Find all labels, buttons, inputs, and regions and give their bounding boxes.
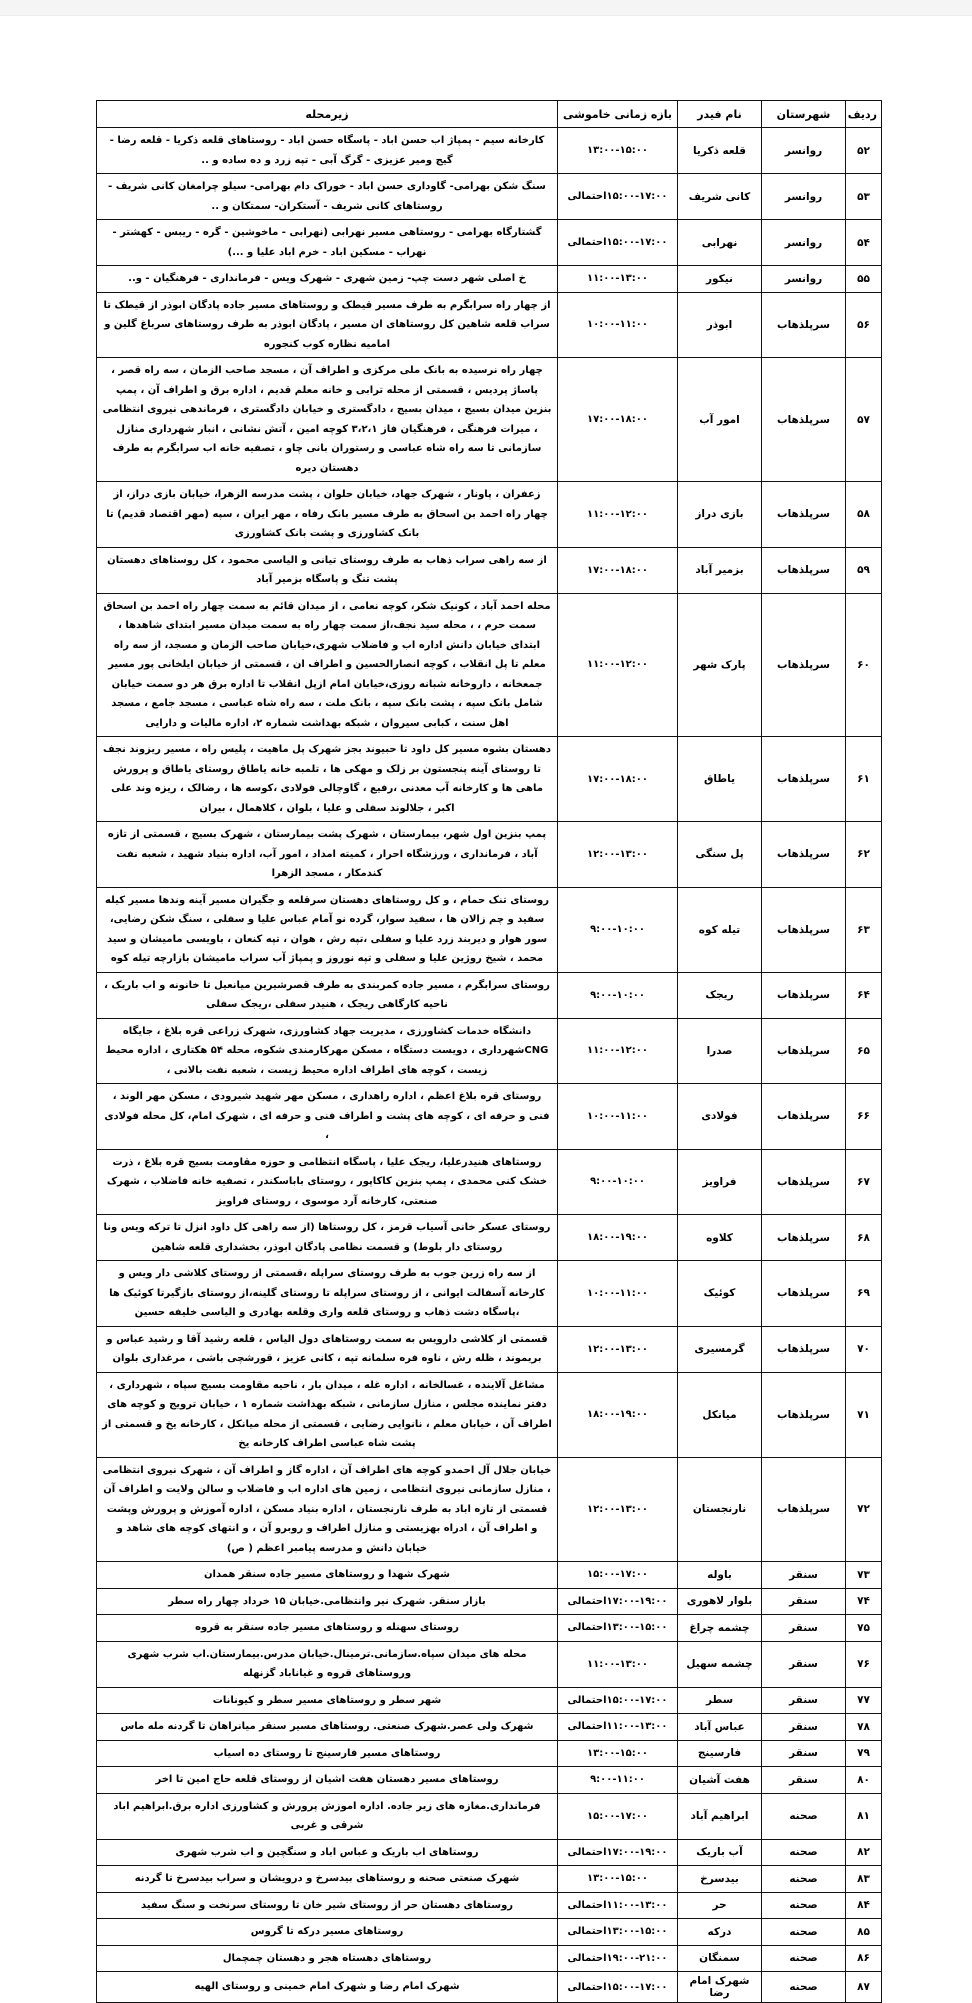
- cell-outage-time: ۱۸:۰۰-۱۹:۰۰: [558, 1215, 678, 1261]
- cell-subarea: قسمتی از کلاشی دارویس به سمت روستاهای دول الیاس ، قلعه رشید آقا و رشید عباس و بریموند ، ظله رش ، ناوه فره سلمانه تپه ، کانی عزیز ، قورشچی باشی ، مرغداری بلوان: [97, 1326, 558, 1372]
- cell-feeder: نارنجستان: [678, 1457, 762, 1562]
- table-row: [97, 1372, 882, 1457]
- cell-subarea: روستاهای هنیدرعلیا، ریجک علیا ، پاسگاه انتظامی و حوزه مقاومت بسیج قره بلاغ ، ذرت خشک کنی محمدی ، پمپ بنزین کاکاپور ، روستای باباسکندر ، تصفیه خانه فاضلاب ، شهرک صنعتی، کارخانه آرد موسوی ، روستای فراویز: [97, 1149, 558, 1215]
- cell-row-number: ۶۱: [846, 737, 882, 822]
- cell-row-number: ۶۹: [846, 1261, 882, 1327]
- cell-outage-time: ۹:۰۰-۱۱:۰۰: [558, 1767, 678, 1794]
- cell-row-number: ۷۳: [846, 1562, 882, 1589]
- cell-county: سرپلذهاب: [762, 1149, 846, 1215]
- cell-county: صحنه: [762, 1866, 846, 1893]
- cell-subarea: روستاهای دهستان حر از روستای شیر خان تا روستای سرنخت و سنگ سفید: [97, 1892, 558, 1919]
- cell-county: سنقر: [762, 1641, 846, 1687]
- cell-county: صحنه: [762, 1892, 846, 1919]
- cell-outage-time: ۱۷:۰۰-۱۹:۰۰احتمالی: [558, 1839, 678, 1866]
- cell-row-number: ۵۶: [846, 292, 882, 358]
- cell-county: صحنه: [762, 1919, 846, 1946]
- cell-outage-time: ۱۳:۰۰-۱۵:۰۰: [558, 128, 678, 174]
- cell-row-number: ۷۹: [846, 1740, 882, 1767]
- table-row: [97, 1945, 882, 1972]
- cell-outage-time: ۱۳:۰۰-۱۵:۰۰احتمالی: [558, 1919, 678, 1946]
- cell-feeder: یاطاق: [678, 737, 762, 822]
- cell-outage-time: ۱۵:۰۰-۱۷:۰۰: [558, 1562, 678, 1589]
- cell-row-number: ۷۷: [846, 1687, 882, 1714]
- cell-county: سرپلذهاب: [762, 1261, 846, 1327]
- cell-outage-time: ۱۲:۰۰-۱۳:۰۰: [558, 1326, 678, 1372]
- cell-feeder: بزمیر آباد: [678, 547, 762, 593]
- cell-feeder: کلاوه: [678, 1215, 762, 1261]
- cell-row-number: ۵۹: [846, 547, 882, 593]
- cell-feeder: کوئیک: [678, 1261, 762, 1327]
- cell-feeder: سطر: [678, 1687, 762, 1714]
- table-row: [97, 1714, 882, 1741]
- cell-outage-time: ۱۳:۰۰-۱۵:۰۰: [558, 1866, 678, 1893]
- cell-row-number: ۸۰: [846, 1767, 882, 1794]
- cell-feeder: فولادی: [678, 1084, 762, 1150]
- cell-feeder: بلوار لاهوری: [678, 1588, 762, 1615]
- cell-outage-time: ۱۵:۰۰-۱۷:۰۰احتمالی: [558, 1687, 678, 1714]
- cell-outage-time: ۱۵:۰۰-۱۷:۰۰احتمالی: [558, 174, 678, 220]
- cell-feeder: نیکور: [678, 266, 762, 293]
- cell-subarea: روستاهای مسیر دهستان هفت اشیان از روستای قلعه حاج امین تا اخر: [97, 1767, 558, 1794]
- cell-outage-time: ۱۱:۰۰-۱۳:۰۰: [558, 266, 678, 293]
- cell-feeder: هفت آشیان: [678, 1767, 762, 1794]
- cell-subarea: روستای قره بلاغ اعظم ، اداره راهداری ، مسکن مهر شهید شیرودی ، مسکن مهر الوند ، فنی و حرفه ای ، کوچه های پشت و اطراف فنی و حرفه ای ، شهرک امام، کل محله فولادی ،: [97, 1084, 558, 1150]
- table-row: [97, 1084, 882, 1150]
- cell-county: صحنه: [762, 1839, 846, 1866]
- cell-outage-time: ۱۱:۰۰-۱۳:۰۰احتمالی: [558, 1892, 678, 1919]
- cell-outage-time: ۱۱:۰۰-۱۳:۰۰احتمالی: [558, 1714, 678, 1741]
- table-row: [97, 1615, 882, 1642]
- table-row: [97, 266, 882, 293]
- cell-subarea: چهار راه نرسیده به بانک ملی مرکزی و اطراف آن ، مسجد صاحب الزمان ، سه راه قصر ، پاساژ پردیس ، قسمتی از محله ترابی و خانه معلم قدیم ، اداره برق و اطراف آن ، پمپ بنزین میدان بسیج ، میدان بسیج ، دادگستری و خیابان دادگستری ، فرماندهی نیروی انتظامی ، میرات فرهنگی ، فرهنگیان فاز ۳،۲،۱ کوچه امین ، آتش نشانی ، انبار شهرداری منازل سازمانی تا سه راه شاه عباسی و رستوران بانی چاو ، تصفیه خانه اب سرابگرم به طرف دهستان دیره: [97, 358, 558, 482]
- cell-row-number: ۷۸: [846, 1714, 882, 1741]
- cell-feeder: حر: [678, 1892, 762, 1919]
- top-window-strip: [0, 0, 972, 16]
- cell-subarea: زعفران ، پاونار ، شهرک جهاد، خیابان حلوان ، پشت مدرسه الزهرا، خیابان بازی دراز، از چهار راه احمد بن اسحاق به طرف مسیر بانک رفاه ، مهر ایران ، سپه (مهر اقتصاد قدیم) تا بانک کشاورزی و پشت بانک کشاورزی: [97, 482, 558, 548]
- cell-subarea: روستاهای اب باریک و عباس اباد و سنگچین و اب شرب شهری: [97, 1839, 558, 1866]
- cell-subarea: روستاهای مسیر فارسینج تا روستای ده اسیاب: [97, 1740, 558, 1767]
- table-row: [97, 1326, 882, 1372]
- cell-row-number: ۶۴: [846, 972, 882, 1018]
- cell-subarea: گشتارگاه بهرامی - روستاهی مسیر نهرابی (نهرابی - ماخوشین - گره - ریبس - کهشتر - نهراب - مسکین اباد - خرم اباد علیا و ...): [97, 220, 558, 266]
- cell-subarea: کارخانه سیم - پمپاژ اب حسن اباد - پاسگاه حسن اباد - روستاهای قلعه ذکریا - قلعه رضا - گیج ومیر عزیزی - گرگ آبی - تپه زرد و ده ساده و ..: [97, 128, 558, 174]
- table-row: [97, 1793, 882, 1839]
- cell-row-number: ۵۴: [846, 220, 882, 266]
- cell-subarea: دانشگاه خدمات کشاورزی ، مدیریت جهاد کشاورزی، شهرک زراعی قره بلاغ ، جایگاه CNGشهرداری ، دویست دستگاه ، مسکن مهرکارمندی شکوه، محله ۵۴ هکتاری ، اداره محیط زیست ، کوچه های اطراف اداره محیط زیست ، شعبه نفت بالانی ،: [97, 1018, 558, 1084]
- cell-feeder: فارسینج: [678, 1740, 762, 1767]
- outage-table-body: [97, 128, 882, 2003]
- cell-subarea: روستای تنک حمام ، و کل روستاهای دهستان سرقلعه و جگیران مسیر آینه وندها مسیر کیله سفید و چم زالان ها ، سفید سوار، گرده نو آمام عباس علیا و سفلی ، سنگ شکن رضایی، سور هوار و دیربند زرد علیا و سفلی ،تپه رش ، هوان ، تپه کنعان ، باویسی مامیشان و سید محمد ، شیخ روژین علیا و سفلی و تپه نوروز و پمپاژ آب سراب مامیشان بازارچه تیله کوه: [97, 887, 558, 972]
- cell-county: سرپلذهاب: [762, 737, 846, 822]
- cell-feeder: آب باریک: [678, 1839, 762, 1866]
- header-feeder: نام فیدر: [678, 101, 762, 128]
- cell-county: صحنه: [762, 1972, 846, 2003]
- table-row: [97, 1562, 882, 1589]
- cell-county: سنقر: [762, 1767, 846, 1794]
- cell-subarea: محله های میدان سپاه.سازمانی.ترمینال.خیابان مدرس.بیمارستان.اب شرب شهری وروستاهای قروه و غیاناباد گزنهله: [97, 1641, 558, 1687]
- cell-feeder: سمنگان: [678, 1945, 762, 1972]
- cell-subarea: بازار سنقر. شهرک نیر وانتظامی.خیابان ۱۵ خرداد چهار راه سطر: [97, 1588, 558, 1615]
- cell-subarea: روستای سرابگرم ، مسیر جاده کمربندی به طرف قصرشیرین میانعیل تا خانونه و اب باریک ، ناحیه کارگاهی ریجک ، هنیدر سفلی ،ریجک سفلی: [97, 972, 558, 1018]
- cell-outage-time: ۱۰:۰۰-۱۱:۰۰: [558, 1261, 678, 1327]
- cell-outage-time: ۱۱:۰۰-۱۳:۰۰: [558, 1641, 678, 1687]
- cell-subarea: از سه راهی سراب ذهاب به طرف روستای تیانی و الیاسی محمود ، کل روستاهای دهستان پشت تنگ و پاسگاه بزمیر آباد: [97, 547, 558, 593]
- table-row: [97, 358, 882, 482]
- table-row: [97, 822, 882, 888]
- cell-feeder: ریجک: [678, 972, 762, 1018]
- cell-county: سرپلذهاب: [762, 1084, 846, 1150]
- header-subarea: زیرمحله: [97, 101, 558, 128]
- cell-outage-time: ۱۳:۰۰-۱۵:۰۰: [558, 1740, 678, 1767]
- cell-row-number: ۶۷: [846, 1149, 882, 1215]
- cell-row-number: ۵۵: [846, 266, 882, 293]
- cell-row-number: ۷۱: [846, 1372, 882, 1457]
- cell-subarea: شهرک شهدا و روستاهای مسیر جاده سنقر همدان: [97, 1562, 558, 1589]
- cell-row-number: ۷۲: [846, 1457, 882, 1562]
- cell-row-number: ۶۵: [846, 1018, 882, 1084]
- cell-row-number: ۸۴: [846, 1892, 882, 1919]
- table-row: [97, 128, 882, 174]
- cell-outage-time: ۱۲:۰۰-۱۳:۰۰: [558, 822, 678, 888]
- cell-feeder: تیله کوه: [678, 887, 762, 972]
- cell-row-number: ۶۸: [846, 1215, 882, 1261]
- cell-feeder: ابوذر: [678, 292, 762, 358]
- cell-subarea: شهرک صنعتی صحنه و روستاهای بیدسرخ و درویشان و سراب بیدسرخ تا گردنه: [97, 1866, 558, 1893]
- table-row: [97, 1261, 882, 1327]
- cell-subarea: خ اصلی شهر دست چپ- زمین شهری - شهرک ویس - فرمانداری - فرهنگیان - و..: [97, 266, 558, 293]
- cell-subarea: سنگ شکن بهرامی- گاوداری حسن اباد - خوراک دام بهرامی- سیلو چرامغان کانی شریف - روستاهای کانی شریف - آستکران- سمتکان و ..: [97, 174, 558, 220]
- table-row: [97, 1919, 882, 1946]
- table-row: [97, 1740, 882, 1767]
- cell-outage-time: ۱۸:۰۰-۱۹:۰۰: [558, 1372, 678, 1457]
- cell-row-number: ۷۵: [846, 1615, 882, 1642]
- outage-table: [96, 100, 882, 2003]
- cell-feeder: درکه: [678, 1919, 762, 1946]
- cell-county: صحنه: [762, 1945, 846, 1972]
- cell-row-number: ۶۲: [846, 822, 882, 888]
- cell-feeder: صدرا: [678, 1018, 762, 1084]
- cell-subarea: از سه راه زرین جوب به طرف روستای سراپله ،قسمتی از روستای کلاشی دار ویس و کارخانه آسفالت ایوانی ، از روستای سراپله تا روستای گلینه،از روستای بازگیرتا کوئیک ها ،پاسگاه دشت ذهاب و روستای قلعه واری وقلعه بهادری و الیاسی خلیفه حسین: [97, 1261, 558, 1327]
- cell-county: سنقر: [762, 1740, 846, 1767]
- table-row: [97, 1892, 882, 1919]
- cell-feeder: پارک شهر: [678, 593, 762, 737]
- cell-feeder: گرمسیری: [678, 1326, 762, 1372]
- table-row: [97, 220, 882, 266]
- cell-subarea: خیابان جلال آل احمدو کوچه های اطراف آن ، اداره گاز و اطراف آن ، شهرک نیروی انتظامی ، منازل سازمانی نیروی انتظامی ، زمین های اداره اب و فاضلاب و سالن ولایت و اطراف آن قسمتی از تازه اباد به طرف نارنجستان ، اداره بنیاد مسکن ، اداره آموزش و پرورش وپشت و اطراف آن ، ادراه بهزیستی و منازل اطراف و روبرو آن ، و انتهای کوچه های شاهد و خیابان دانش و مدرسه پیامبر اعظم ( ص): [97, 1457, 558, 1562]
- cell-county: سنقر: [762, 1687, 846, 1714]
- cell-feeder: بازی دراز: [678, 482, 762, 548]
- cell-outage-time: ۱۳:۰۰-۱۵:۰۰احتمالی: [558, 1615, 678, 1642]
- cell-subarea: پمپ بنزین اول شهر، بیمارستان ، شهرک پشت بیمارستان ، شهرک بسیج ، قسمتی از تازه آباد ، فرمانداری ، ورزشگاه احرار ، کمیته امداد ، امور آب، اداره بنیاد شهید ، شعبه نفت کندمکار ، مسجد الزهرا: [97, 822, 558, 888]
- cell-county: سنقر: [762, 1588, 846, 1615]
- cell-row-number: ۵۲: [846, 128, 882, 174]
- cell-subarea: مشاغل آلاینده ، غسالخانه ، اداره غله ، میدان بار ، ناحیه مقاومت بسیج سپاه ، شهرداری ، دفتر نماینده مجلس ، منازل سازمانی ، شبکه بهداشت شماره ۱ ، خیابان ترویج و کوچه های اطراف آن ، خیابان معلم ، نانوایی رضایی ، قسمتی از محله میانکل ، کارخانه یخ و قسمتی از پشت شاه عباسی اطراف کارخانه یخ: [97, 1372, 558, 1457]
- table-row: [97, 737, 882, 822]
- cell-subarea: دهستان بشوه مسیر کل داود تا حبیوند بجز شهرک پل ماهیت ، پلیس راه ، مسیر ریزوند نجف تا روستای آینه پنجستون بر زلک و مهکی ها ، تلمبه خانه یاطاق روستای یاطاق و پرورش ماهی ها و کارخانه آب معدنی ،رفیع ، گاوچالی فولادی ،کوسه ها ، رضالک ، ریزه وند علی اکبر ، جلالوند سفلی و علیا ، بلوان ، کلاهمال ، بیران: [97, 737, 558, 822]
- cell-feeder: کانی شریف: [678, 174, 762, 220]
- cell-row-number: ۸۷: [846, 1972, 882, 2003]
- table-row: [97, 1767, 882, 1794]
- cell-county: سرپلذهاب: [762, 358, 846, 482]
- cell-outage-time: ۱۰:۰۰-۱۱:۰۰: [558, 292, 678, 358]
- cell-subarea: روستای عسکر خانی آسیاب قرمز ، کل روستاها (از سه راهی کل داود انزل تا ترکه ویس ونا روستای دار بلوط) و قسمت نظامی پادگان ابوذر، بخشداری قلعه شاهین: [97, 1215, 558, 1261]
- cell-county: روانسر: [762, 220, 846, 266]
- table-row: [97, 1866, 882, 1893]
- cell-county: سرپلذهاب: [762, 1018, 846, 1084]
- cell-row-number: ۶۳: [846, 887, 882, 972]
- cell-outage-time: ۱۷:۰۰-۱۸:۰۰: [558, 547, 678, 593]
- cell-outage-time: ۱۵:۰۰-۱۷:۰۰: [558, 1793, 678, 1839]
- table-row: [97, 174, 882, 220]
- cell-county: روانسر: [762, 266, 846, 293]
- table-row: [97, 1641, 882, 1687]
- cell-row-number: ۵۸: [846, 482, 882, 548]
- cell-feeder: فراویز: [678, 1149, 762, 1215]
- cell-feeder: چشمه سهیل: [678, 1641, 762, 1687]
- cell-outage-time: ۱۲:۰۰-۱۳:۰۰: [558, 1457, 678, 1562]
- cell-county: سرپلذهاب: [762, 547, 846, 593]
- cell-feeder: قلعه ذکریا: [678, 128, 762, 174]
- cell-county: صحنه: [762, 1793, 846, 1839]
- cell-outage-time: ۱۱:۰۰-۱۲:۰۰: [558, 1018, 678, 1084]
- cell-row-number: ۸۱: [846, 1793, 882, 1839]
- cell-county: سرپلذهاب: [762, 1457, 846, 1562]
- cell-row-number: ۸۶: [846, 1945, 882, 1972]
- cell-feeder: نهرابی: [678, 220, 762, 266]
- cell-outage-time: ۱۷:۰۰-۱۹:۰۰احتمالی: [558, 1588, 678, 1615]
- cell-feeder: عباس آباد: [678, 1714, 762, 1741]
- cell-feeder: شهرک امام رضا: [678, 1972, 762, 2003]
- header-outage-time: بازه زمانی خاموشی: [558, 101, 678, 128]
- cell-subarea: شهرک امام رضا و شهرک امام خمینی و روستای الهیه: [97, 1972, 558, 2003]
- cell-feeder: امور آب: [678, 358, 762, 482]
- header-row-number: ردیف: [846, 101, 882, 128]
- cell-outage-time: ۱۵:۰۰-۱۷:۰۰احتمالی: [558, 220, 678, 266]
- cell-county: روانسر: [762, 128, 846, 174]
- cell-subarea: شهر سطر و روستاهای مسیر سطر و کیونانات: [97, 1687, 558, 1714]
- table-row: [97, 1839, 882, 1866]
- table-row: [97, 887, 882, 972]
- cell-row-number: ۸۳: [846, 1866, 882, 1893]
- cell-outage-time: ۹:۰۰-۱۰:۰۰: [558, 972, 678, 1018]
- cell-feeder: بیدسرخ: [678, 1866, 762, 1893]
- cell-county: سرپلذهاب: [762, 482, 846, 548]
- cell-row-number: ۷۰: [846, 1326, 882, 1372]
- table-row: [97, 547, 882, 593]
- table-row: [97, 1215, 882, 1261]
- cell-county: سرپلذهاب: [762, 822, 846, 888]
- cell-outage-time: ۱۹:۰۰-۲۱:۰۰احتمالی: [558, 1945, 678, 1972]
- table-row: [97, 482, 882, 548]
- cell-county: سرپلذهاب: [762, 593, 846, 737]
- cell-outage-time: ۱۷:۰۰-۱۸:۰۰: [558, 358, 678, 482]
- cell-row-number: ۵۳: [846, 174, 882, 220]
- table-row: [97, 1588, 882, 1615]
- cell-outage-time: ۱۱:۰۰-۱۲:۰۰: [558, 482, 678, 548]
- cell-subarea: روستاهای مسیر درکه تا گروس: [97, 1919, 558, 1946]
- cell-county: سرپلذهاب: [762, 292, 846, 358]
- cell-feeder: میانکل: [678, 1372, 762, 1457]
- cell-feeder: باوله: [678, 1562, 762, 1589]
- cell-county: سرپلذهاب: [762, 972, 846, 1018]
- cell-subarea: فرمانداری.مغازه های زیر جاده. اداره اموزش پرورش و کشاورزی اداره برق.ابراهیم اباد شرقی و غربی: [97, 1793, 558, 1839]
- cell-row-number: ۶۶: [846, 1084, 882, 1150]
- cell-subarea: محله احمد آباد ، کونیک شکر، کوچه نعامی ، از میدان قائم به سمت چهار راه احمد بن اسحاق سمت حرم ، ، محله سید نجف،از سمت چهار راه به سمت میدان مسیر ابتدای شاهدها ، ابتدای خیابان دانش اداره اب و فاضلاب شهری،خیابان صاحب الزمان و مسجد، از سه راه معلم تا پل انقلاب ، کوچه انصارالحسین و اطراف ان ، قسمتی از خیابان ایلخانی پور مسیر جمعخانه ، داروخانه شبانه روزی،خیابان امام ازپل انقلاب تا اداره برق هر دو سمت خیابان شامل بانک سپه ، پشت بانک سپه ، بانک ملت ، سه راه شاه عباسی ، مسجد جامع ، مسجد اهل سنت ، کبابی سیروان ، شبکه بهداشت شماره ۲، اداره مالیات و دارایی: [97, 593, 558, 737]
- cell-row-number: ۸۵: [846, 1919, 882, 1946]
- table-row: [97, 292, 882, 358]
- cell-row-number: ۸۲: [846, 1839, 882, 1866]
- cell-subarea: شهرک ولی عصر.شهرک صنعتی. روستاهای مسیر سنقر میانراهان تا گردنه مله ماس: [97, 1714, 558, 1741]
- table-row: [97, 1149, 882, 1215]
- cell-outage-time: ۱۷:۰۰-۱۸:۰۰: [558, 737, 678, 822]
- header-county: شهرستان: [762, 101, 846, 128]
- table-row: [97, 1018, 882, 1084]
- cell-subarea: از چهار راه سرابگرم به طرف مسیر قیطک و روستاهای مسیر جاده پادگان ابوذر از قیطک تا سراب قلعه شاهین کل روستاهای ان مسیر ، پادگان ابوذر به طرف روستاهای سرباغ گلین و امامیه نظاره کوب کنجوره: [97, 292, 558, 358]
- cell-county: سرپلذهاب: [762, 1215, 846, 1261]
- table-row: [97, 1687, 882, 1714]
- cell-outage-time: ۹:۰۰-۱۰:۰۰: [558, 1149, 678, 1215]
- cell-row-number: ۷۶: [846, 1641, 882, 1687]
- table-header-row: [97, 101, 882, 128]
- cell-outage-time: ۱۱:۰۰-۱۲:۰۰: [558, 593, 678, 737]
- cell-county: سرپلذهاب: [762, 1326, 846, 1372]
- cell-subarea: روستای سهنله و روستاهای مسیر جاده سنقر به قروه: [97, 1615, 558, 1642]
- cell-outage-time: ۱۰:۰۰-۱۱:۰۰: [558, 1084, 678, 1150]
- document-sheet: [97, 100, 882, 2003]
- cell-row-number: ۶۰: [846, 593, 882, 737]
- cell-row-number: ۵۷: [846, 358, 882, 482]
- table-row: [97, 972, 882, 1018]
- cell-county: سنقر: [762, 1714, 846, 1741]
- cell-feeder: ابراهیم آباد: [678, 1793, 762, 1839]
- cell-county: سنقر: [762, 1615, 846, 1642]
- table-row: [97, 1457, 882, 1562]
- cell-county: سرپلذهاب: [762, 1372, 846, 1457]
- cell-subarea: روستاهای دهستاه هجر و دهستان چمچمال: [97, 1945, 558, 1972]
- table-row: [97, 1972, 882, 2003]
- cell-row-number: ۷۴: [846, 1588, 882, 1615]
- cell-county: سرپلذهاب: [762, 887, 846, 972]
- cell-county: سنقر: [762, 1562, 846, 1589]
- cell-outage-time: ۹:۰۰-۱۰:۰۰: [558, 887, 678, 972]
- cell-outage-time: ۱۵:۰۰-۱۷:۰۰احتمالی: [558, 1972, 678, 2003]
- cell-county: روانسر: [762, 174, 846, 220]
- table-row: [97, 593, 882, 737]
- cell-feeder: چشمه چراغ: [678, 1615, 762, 1642]
- cell-feeder: پل سنگی: [678, 822, 762, 888]
